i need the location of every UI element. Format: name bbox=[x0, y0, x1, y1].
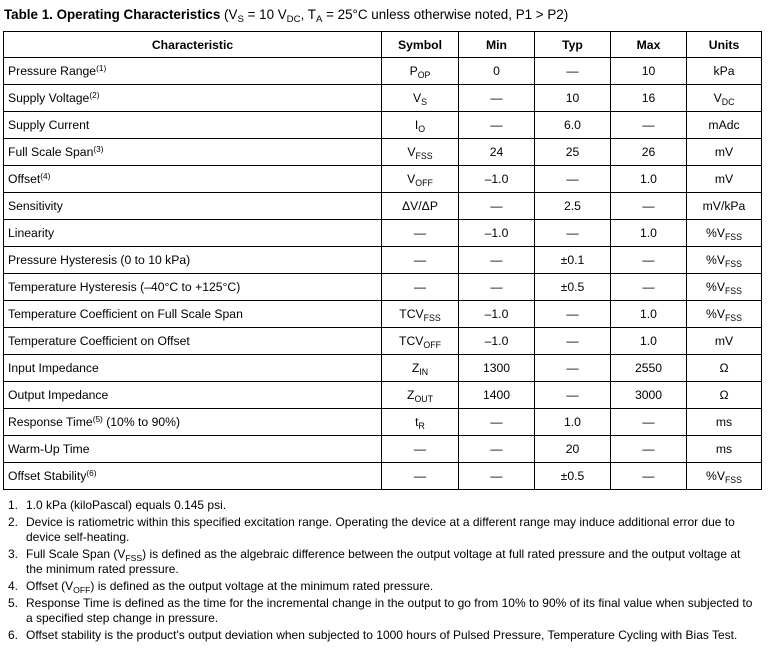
cell-characteristic: Temperature Coefficient on Offset bbox=[4, 328, 382, 355]
footnote-item bbox=[8, 515, 760, 545]
cell-max: 1.0 bbox=[611, 220, 687, 247]
footnote-text: 1.0 kPa (kiloPascal) equals 0.145 psi. bbox=[26, 498, 227, 512]
cell-symbol: $TCV_{FSS}$ bbox=[382, 301, 459, 328]
cell-symbol: $V_S$ bbox=[382, 85, 459, 112]
cell-characteristic: Sensitivity bbox=[4, 193, 382, 220]
table-row bbox=[4, 139, 762, 166]
cell-symbol: — bbox=[382, 220, 459, 247]
footnote-number: 4. bbox=[8, 579, 19, 593]
cell-max: 10 bbox=[611, 58, 687, 85]
cell-typ: — bbox=[535, 301, 611, 328]
footnote-item bbox=[8, 579, 760, 594]
footnote-text: Response Time is defined as the time for the incremental change in the output to go from 10% to 90% of its final value when subjected to a specified step change in pressure. bbox=[26, 596, 753, 625]
cell-min: –1.0 bbox=[459, 328, 535, 355]
footnote-number: 5. bbox=[8, 596, 19, 610]
cell-max: — bbox=[611, 247, 687, 274]
cell-max: — bbox=[611, 409, 687, 436]
header-characteristic: Characteristic bbox=[4, 32, 382, 58]
cell-typ: — bbox=[535, 58, 611, 85]
cell-typ: 1.0 bbox=[535, 409, 611, 436]
cell-units: ms bbox=[687, 436, 762, 463]
footnote-text: Full Scale Span $(V_{FSS})$ is defined as the algebraic difference between the output voltage at full rated pressure and the output voltage at the minimum rated pressure. bbox=[26, 547, 741, 576]
cell-max: 2550 bbox=[611, 355, 687, 382]
cell-units: mV/kPa bbox=[687, 193, 762, 220]
table-row bbox=[4, 220, 762, 247]
header-units: Units bbox=[687, 32, 762, 58]
footnote-number: 3. bbox=[8, 547, 19, 561]
header-symbol: Symbol bbox=[382, 32, 459, 58]
cell-min: — bbox=[459, 274, 535, 301]
cell-min: 1400 bbox=[459, 382, 535, 409]
cell-units: Ω bbox=[687, 382, 762, 409]
cell-characteristic: Warm-Up Time bbox=[4, 436, 382, 463]
cell-max: 26 bbox=[611, 139, 687, 166]
cell-symbol: $P_{OP}$ bbox=[382, 58, 459, 85]
footnote-text: Offset $(V_{OFF})$ is defined as the output voltage at the minimum rated pressure. bbox=[26, 579, 434, 595]
table-row bbox=[4, 166, 762, 193]
table-row bbox=[4, 382, 762, 409]
table-row bbox=[4, 193, 762, 220]
table-header-row bbox=[4, 32, 762, 58]
cell-symbol: $I_O$ bbox=[382, 112, 459, 139]
footnote-text: Offset stability is the product's output deviation when subjected to 1000 hours of Pulsed Pressure, Temperature Cycling with Bias Test. bbox=[26, 628, 738, 642]
cell-min: — bbox=[459, 247, 535, 274]
cell-characteristic: Supply Current bbox=[4, 112, 382, 139]
footnote-item bbox=[8, 596, 760, 626]
header-max: Max bbox=[611, 32, 687, 58]
cell-characteristic: Offset Stability$^{(6)}$ bbox=[4, 463, 382, 490]
cell-max: — bbox=[611, 436, 687, 463]
cell-typ: — bbox=[535, 220, 611, 247]
cell-characteristic: Input Impedance bbox=[4, 355, 382, 382]
cell-symbol: $V_{FSS}$ bbox=[382, 139, 459, 166]
header-min: Min bbox=[459, 32, 535, 58]
footnote-number: 1. bbox=[8, 498, 19, 512]
operating-characteristics-table bbox=[3, 31, 762, 490]
cell-characteristic: Pressure Range$^{(1)}$ bbox=[4, 58, 382, 85]
cell-symbol: $TCV_{OFF}$ bbox=[382, 328, 459, 355]
cell-min: — bbox=[459, 436, 535, 463]
cell-min: –1.0 bbox=[459, 166, 535, 193]
cell-units: Ω bbox=[687, 355, 762, 382]
table-row bbox=[4, 247, 762, 274]
cell-typ: — bbox=[535, 166, 611, 193]
footnote-item bbox=[8, 498, 760, 513]
footnote-number: 2. bbox=[8, 515, 19, 529]
cell-symbol: — bbox=[382, 436, 459, 463]
cell-max: — bbox=[611, 112, 687, 139]
cell-typ: ±0.5 bbox=[535, 463, 611, 490]
cell-units: mV bbox=[687, 328, 762, 355]
table-row bbox=[4, 436, 762, 463]
cell-min: –1.0 bbox=[459, 220, 535, 247]
cell-units: $\%V_{FSS}$ bbox=[687, 301, 762, 328]
cell-units: mV bbox=[687, 139, 762, 166]
cell-units: $\%V_{FSS}$ bbox=[687, 220, 762, 247]
cell-symbol: — bbox=[382, 274, 459, 301]
table-row bbox=[4, 85, 762, 112]
cell-characteristic: Temperature Coefficient on Full Scale Span bbox=[4, 301, 382, 328]
cell-symbol: $Z_{OUT}$ bbox=[382, 382, 459, 409]
cell-units: kPa bbox=[687, 58, 762, 85]
cell-min: — bbox=[459, 112, 535, 139]
table-row bbox=[4, 409, 762, 436]
cell-typ: ±0.5 bbox=[535, 274, 611, 301]
cell-min: 0 bbox=[459, 58, 535, 85]
table-row bbox=[4, 355, 762, 382]
cell-characteristic: Linearity bbox=[4, 220, 382, 247]
table-row bbox=[4, 463, 762, 490]
cell-max: 16 bbox=[611, 85, 687, 112]
cell-max: 1.0 bbox=[611, 301, 687, 328]
footnote-text: Device is ratiometric within this specified excitation range. Operating the device at a different range may induce additional error due to device self-heating. bbox=[26, 515, 735, 544]
cell-symbol: $V_{OFF}$ bbox=[382, 166, 459, 193]
cell-symbol: $t_R$ bbox=[382, 409, 459, 436]
cell-max: — bbox=[611, 274, 687, 301]
cell-max: — bbox=[611, 193, 687, 220]
cell-characteristic: Response Time$^{(5)}$ (10% to 90%) bbox=[4, 409, 382, 436]
cell-min: 24 bbox=[459, 139, 535, 166]
cell-typ: ±0.1 bbox=[535, 247, 611, 274]
cell-max: — bbox=[611, 463, 687, 490]
table-row bbox=[4, 328, 762, 355]
cell-typ: — bbox=[535, 382, 611, 409]
cell-typ: 6.0 bbox=[535, 112, 611, 139]
cell-characteristic: Temperature Hysteresis (–40°C to +125°C) bbox=[4, 274, 382, 301]
footnote-item bbox=[8, 547, 760, 577]
cell-characteristic: Output Impedance bbox=[4, 382, 382, 409]
cell-typ: 10 bbox=[535, 85, 611, 112]
cell-characteristic: Full Scale Span$^{(3)}$ bbox=[4, 139, 382, 166]
cell-max: 1.0 bbox=[611, 166, 687, 193]
cell-symbol: — bbox=[382, 463, 459, 490]
cell-min: –1.0 bbox=[459, 301, 535, 328]
cell-min: — bbox=[459, 193, 535, 220]
cell-typ: — bbox=[535, 355, 611, 382]
cell-characteristic: Offset$^{(4)}$ bbox=[4, 166, 382, 193]
table-caption bbox=[4, 7, 569, 26]
footnote-item bbox=[8, 628, 760, 643]
cell-units: $\%V_{FSS}$ bbox=[687, 247, 762, 274]
cell-units: $\%V_{FSS}$ bbox=[687, 274, 762, 301]
table-row bbox=[4, 58, 762, 85]
cell-units: ms bbox=[687, 409, 762, 436]
footnotes-list bbox=[8, 498, 760, 645]
cell-max: 3000 bbox=[611, 382, 687, 409]
cell-min: — bbox=[459, 85, 535, 112]
table-row bbox=[4, 112, 762, 139]
cell-min: 1300 bbox=[459, 355, 535, 382]
header-typ: Typ bbox=[535, 32, 611, 58]
table-row bbox=[4, 274, 762, 301]
cell-symbol: — bbox=[382, 247, 459, 274]
cell-units: $\%V_{FSS}$ bbox=[687, 463, 762, 490]
cell-typ: — bbox=[535, 328, 611, 355]
cell-max: 1.0 bbox=[611, 328, 687, 355]
cell-symbol: $Z_{IN}$ bbox=[382, 355, 459, 382]
cell-units: mV bbox=[687, 166, 762, 193]
cell-typ: 2.5 bbox=[535, 193, 611, 220]
cell-symbol: ΔV/ΔP bbox=[382, 193, 459, 220]
cell-min: — bbox=[459, 409, 535, 436]
table-title: Table 1. Operating Characteristics bbox=[4, 7, 221, 22]
table-conditions: ($V_S = 10$ $V_{DC}$, $T_A = 25^\circ C$ unless otherwise noted, P1 > P2) bbox=[224, 7, 569, 26]
cell-min: — bbox=[459, 463, 535, 490]
cell-typ: 20 bbox=[535, 436, 611, 463]
cell-typ: 25 bbox=[535, 139, 611, 166]
footnote-number: 6. bbox=[8, 628, 19, 642]
cell-units: $V_{DC}$ bbox=[687, 85, 762, 112]
cell-characteristic: Pressure Hysteresis (0 to 10 kPa) bbox=[4, 247, 382, 274]
cell-units: mAdc bbox=[687, 112, 762, 139]
cell-characteristic: Supply Voltage$^{(2)}$ bbox=[4, 85, 382, 112]
table-row bbox=[4, 301, 762, 328]
table-body bbox=[4, 58, 762, 490]
